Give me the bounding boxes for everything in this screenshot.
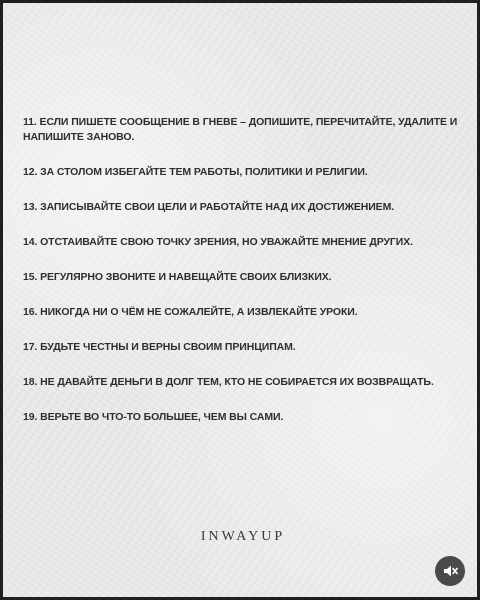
rule-item: 18. НЕ ДАВАЙТЕ ДЕНЬГИ В ДОЛГ ТЕМ, КТО НЕ СОБИРАЕТСЯ ИХ ВОЗВРАЩАТЬ.	[23, 376, 434, 388]
rule-item: 12. ЗА СТОЛОМ ИЗБЕГАЙТЕ ТЕМ РАБОТЫ, ПОЛИТИКИ И РЕЛИГИИ.	[23, 166, 368, 178]
rules-list	[23, 115, 463, 445]
muted-speaker-icon	[442, 563, 458, 579]
mute-button[interactable]	[435, 556, 465, 586]
brand-signature: INWAYUP	[200, 529, 286, 544]
rule-item: 13. ЗАПИСЫВАЙТЕ СВОИ ЦЕЛИ И РАБОТАЙТЕ НАД ИХ ДОСТИЖЕНИЕМ.	[23, 201, 395, 213]
rule-item: 19. ВЕРЬТЕ ВО ЧТО-ТО БОЛЬШЕЕ, ЧЕМ ВЫ САМИ.	[23, 411, 284, 423]
rule-item: 15. РЕГУЛЯРНО ЗВОНИТЕ И НАВЕЩАЙТЕ СВОИХ БЛИЗКИХ.	[23, 271, 332, 283]
rule-item: 16. НИКОГДА НИ О ЧЁМ НЕ СОЖАЛЕЙТЕ, А ИЗВЛЕКАЙТЕ УРОКИ.	[23, 306, 358, 318]
rule-item: 14. ОТСТАИВАЙТЕ СВОЮ ТОЧКУ ЗРЕНИЯ, НО УВАЖАЙТЕ МНЕНИЕ ДРУГИХ.	[23, 236, 413, 248]
rule-item: 17. БУДЬТЕ ЧЕСТНЫ И ВЕРНЫ СВОИМ ПРИНЦИПАМ.	[23, 341, 296, 353]
rule-item: 11. ЕСЛИ ПИШЕТЕ СООБЩЕНИЕ В ГНЕВЕ – ДОПИШИТЕ, ПЕРЕЧИТАЙТЕ, УДАЛИТЕ И НАПИШИТЕ ЗАНОВО.	[23, 116, 458, 143]
